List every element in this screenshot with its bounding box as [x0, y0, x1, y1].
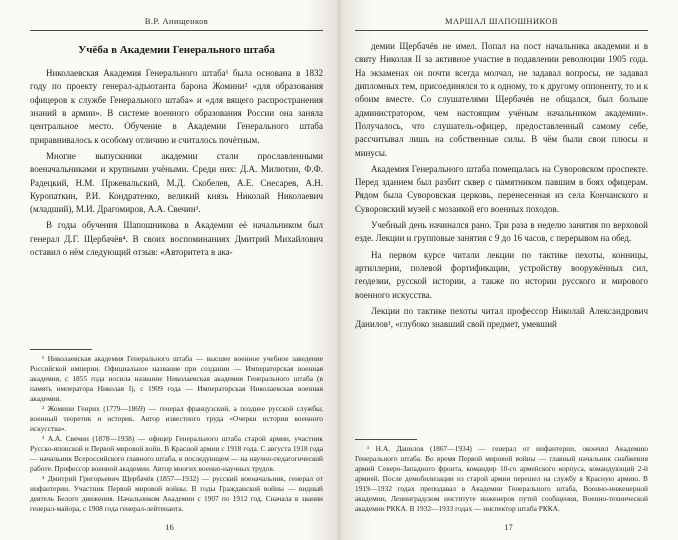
footnote: ¹ Н.А. Данилов (1867—1934) — генерал от инфантерии, окончил Академию Генерального штаба. Во время Первой мировой войны — главный начальник снабжения армий Северо-Западного фронта, командир 10-го армейского корпуса, командующий 2-й армией. После демобилизации из старой армии перешел на службу в Красную армию. В 1919—1932 годах преподавал в Академии Генерального штаба, Военно-инженерной академии, Ленинградском институте инженеров путей сообщения, Военно-технической академии РККА. В 1932—1933 годах — инспектор штаба РККА. [355, 444, 648, 514]
page-number-left: 16 [165, 522, 174, 532]
page-right [339, 0, 678, 540]
footnote: ² Жомини Генрих (1779—1869) — генерал французский, а позднее русской службы; военный теоретик и историк. Автор известного труда «Очерки истории военного искусства». [30, 404, 323, 434]
body-text [355, 40, 648, 335]
footnote-block [355, 433, 648, 514]
chapter-title: Учёба в Академии Генерального штаба [78, 44, 275, 56]
running-header-author: В.Р. Анищенков [30, 16, 323, 31]
paragraph: Академия Генерального штаба помещалась на Суворовском проспекте. Перед зданием был разбит сквер с памятником павшим в боях офицерам. Рядом была Суворовская церковь, перенесенная из села Кончанского и Суворовский музей с мозаикой его военных походов. [355, 163, 648, 214]
page-number-right: 17 [504, 522, 513, 532]
paragraph: В годы обучения Шапошникова в Академии её начальником был генерал Д.Г. Щербачёв⁴. В своих воспоминаниях Дмитрий Михайлович оставил о нём следующий отзыв: «Авторитета в ака- [30, 220, 323, 258]
footnote: ⁴ Дмитрий Григорьевич Щербачёв (1857—1932) — русский военачальник, генерал от инфантерии. Участник Первой мировой войны. В годы Гражданской войны — видный деятель Белого движения. Начальником Академии с 1907 по 1912 год. Сначала в звании генерал-майора, с 1908 года генерал-лейтенанта. [30, 474, 323, 514]
paragraph: Многие выпускники академии стали прославленными военачальниками и крупными учёными. Среди них: Д.А. Милютин, Ф.Ф. Радецкий, Н.М. Пржевальский, М.Д. Скобелев, А.Е. Снесарев, А.Н. Куропаткин, Р.И. Кондратенко, великий князь Николай Николаевич (младший), М.И. Драгомиров, А.А. Свечин³. [30, 150, 323, 215]
footnote-separator [30, 349, 92, 350]
paragraph: На первом курсе читали лекции по тактике пехоты, конницы, артиллерии, полевой фортификации, устройству вооружённых сил, геодезии, русской истории, а также по истории русского и мирового военного искусства. [355, 249, 648, 300]
footnote: ¹ Николаевская академия Генерального штаба — высшее военное учебное заведение Российской империи. Официальное название при создании — Императорская военная академия, с 1855 года носила название Николаевская академия Генерального штаба (в память императора Николая I), с 1909 года — Императорская Николаевская военная академия. [30, 354, 323, 404]
footnotes [355, 444, 648, 514]
paragraph: Николаевская Академия Генерального штаба¹ была основана в 1832 году по проекту генерал-адъютанта барона Жомини² «для образования офицеров к службе Генерального штаба» и «для вящего распространения знаний в армии». В системе военного образования России она заняла центральное место. Обучение в Академии Генерального штаба приравнивалось к особому отличию и считалось почётным. [30, 68, 323, 145]
footnotes [30, 354, 323, 514]
paragraph: демии Щербачёв не имел. Попал на пост начальника академии и в свиту Николая II за активное участие в подавлении революции 1905 года. На экзаменах он почти всегда молчал, не задавал вопросы, не задавал дипломных тем, присоединялся то к одному, то к другому оппоненту, то и к обоим вместе. Со слушателями Щербачёв не общался, был больше администратором, чем настоящим учёным начальником академии». Получалось, что слушатель-офицер, предоставленный самому себе, рассчитывал лишь на собственные силы. В чём были свои плюсы и минусы. [355, 41, 648, 158]
body-text [30, 67, 323, 262]
footnote: ³ А.А. Свечин (1878—1938) — офицер Генерального штаба старой армии, участник Русско-японской и Первой мировой войн. В Красной армии с 1918 года. С августа 1918 года — начальник Всероссийского главного штаба, в последующем — на научно-педагогической работе. Профессор военной академии. Автор многих военно-научных трудов. [30, 434, 323, 474]
footnote-separator [355, 439, 417, 440]
paragraph: Лекции по тактике пехоты читал профессор Николай Александрович Данилов¹, «глубоко знавший свой предмет, умевший [355, 305, 648, 330]
footnote-block [30, 343, 323, 514]
running-header-book-title: МАРШАЛ ШАПОШНИКОВ [355, 16, 648, 31]
paragraph: Учебный день начинался рано. Три раза в неделю занятия по верховой езде. Лекции и групповые занятия с 9 до 16 часов, с перерывом на обед. [355, 220, 648, 244]
